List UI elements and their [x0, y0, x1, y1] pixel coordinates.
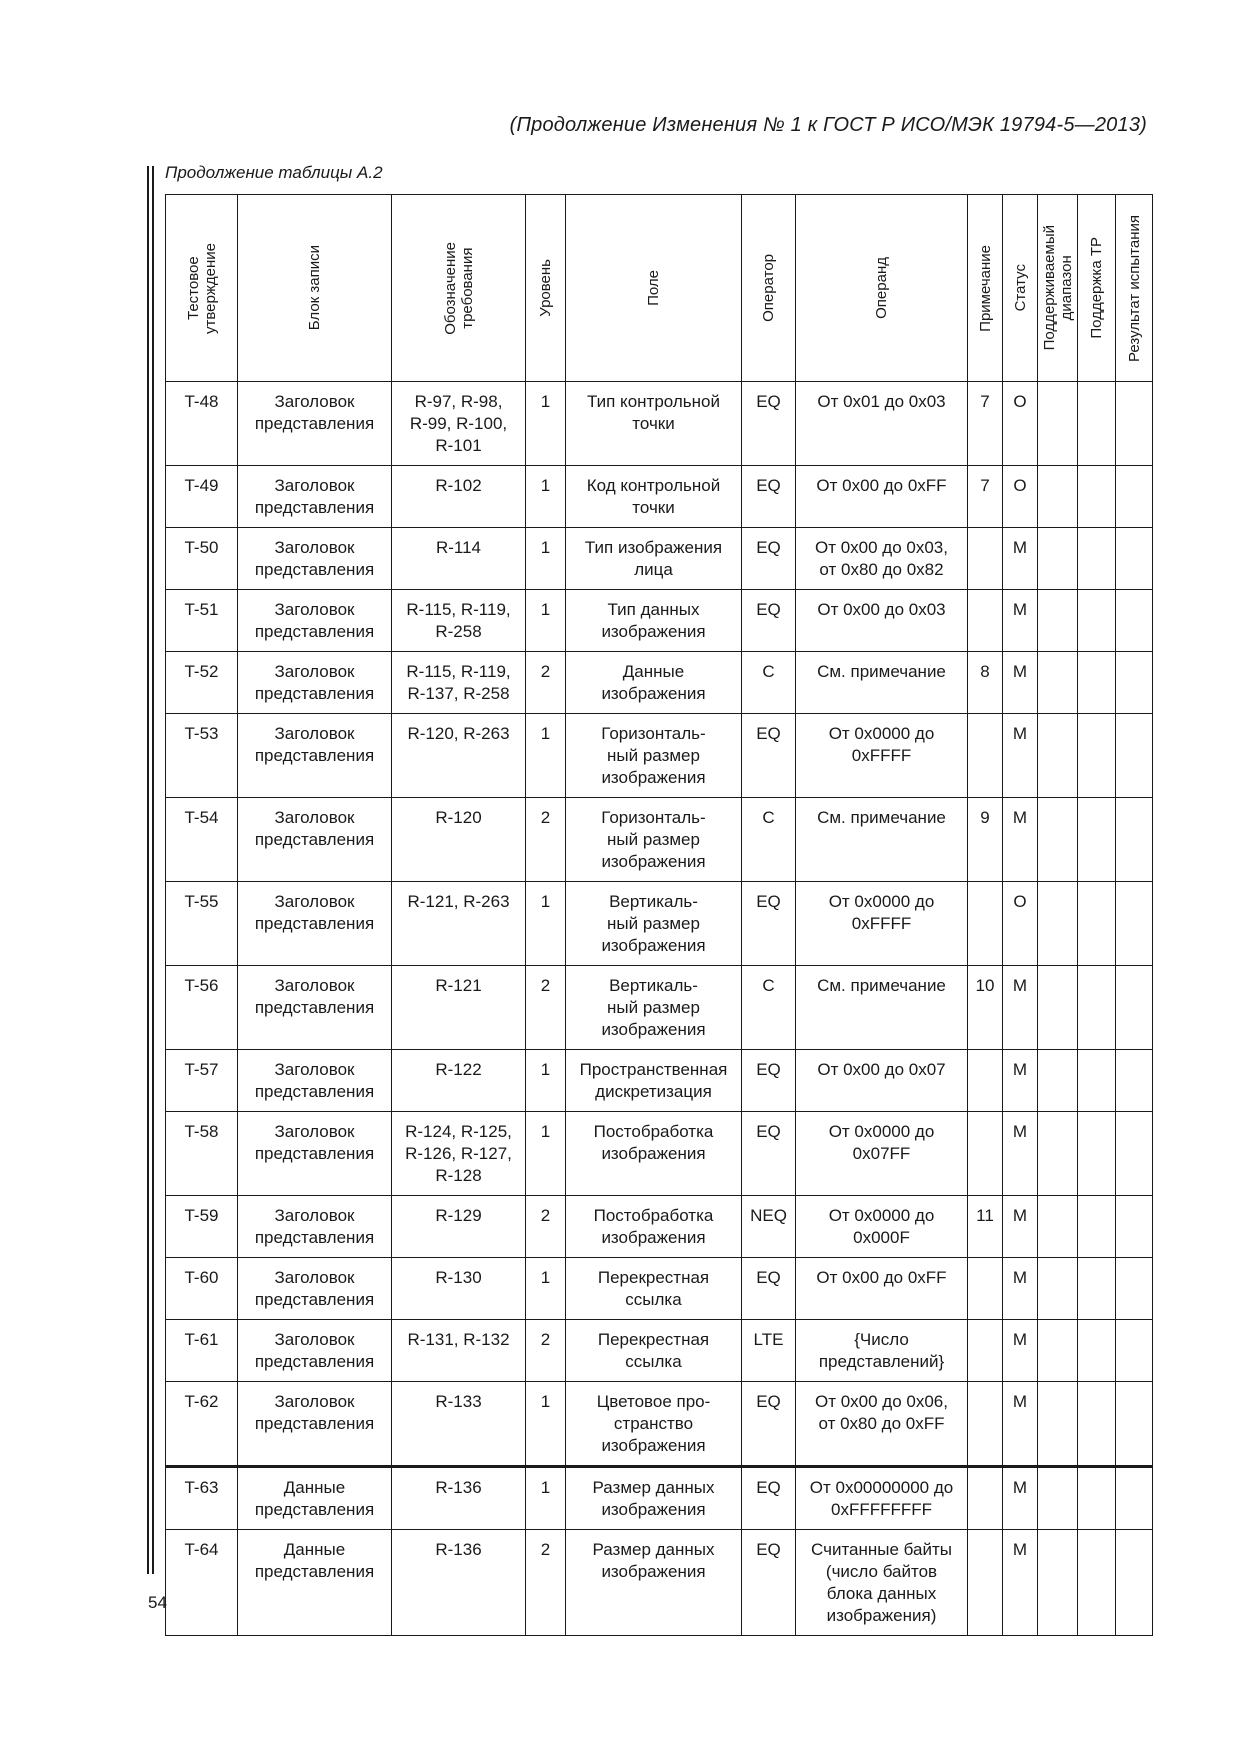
cell-test-assertion: T-58 — [166, 1112, 238, 1196]
cell-operator: EQ — [742, 590, 796, 652]
cell-note — [968, 590, 1003, 652]
cell-supported-range — [1038, 1320, 1078, 1382]
cell-operand: От 0x00 до 0x07 — [796, 1050, 968, 1112]
cell-supported-range — [1038, 1112, 1078, 1196]
col-test-assertion-header-label: Тестовое утверждение — [184, 242, 219, 334]
table-row — [166, 466, 1153, 528]
cell-test-result — [1116, 382, 1153, 466]
cell-requirement-id: R-115, R-119, R-258 — [392, 590, 526, 652]
cell-requirement-id: R-131, R-132 — [392, 1320, 526, 1382]
cell-test-assertion: T-52 — [166, 652, 238, 714]
cell-test-result — [1116, 966, 1153, 1050]
cell-tp-support — [1078, 1467, 1116, 1530]
cell-level: 2 — [526, 1196, 566, 1258]
cell-test-assertion: T-64 — [166, 1530, 238, 1636]
cell-record-block: Заголовок представления — [238, 1196, 392, 1258]
table-row — [166, 714, 1153, 798]
cell-note — [968, 528, 1003, 590]
cell-requirement-id: R-121, R-263 — [392, 882, 526, 966]
cell-requirement-id: R-129 — [392, 1196, 526, 1258]
cell-supported-range — [1038, 1196, 1078, 1258]
cell-requirement-id: R-136 — [392, 1530, 526, 1636]
cell-requirement-id: R-136 — [392, 1467, 526, 1530]
cell-field: Размер данных изображения — [566, 1530, 742, 1636]
cell-operator: C — [742, 798, 796, 882]
cell-operator: EQ — [742, 528, 796, 590]
cell-tp-support — [1078, 714, 1116, 798]
cell-operand: См. примечание — [796, 652, 968, 714]
cell-field: Постобработка изображения — [566, 1196, 742, 1258]
cell-level: 1 — [526, 882, 566, 966]
cell-field: Вертикаль- ный размер изображения — [566, 966, 742, 1050]
cell-requirement-id: R-124, R-125, R-126, R-127, R-128 — [392, 1112, 526, 1196]
table-row — [166, 528, 1153, 590]
cell-note: 7 — [968, 382, 1003, 466]
col-status-header-label: Статус — [1011, 264, 1029, 312]
cell-supported-range — [1038, 714, 1078, 798]
cell-record-block: Заголовок представления — [238, 1258, 392, 1320]
cell-test-result — [1116, 1320, 1153, 1382]
cell-supported-range — [1038, 798, 1078, 882]
cell-note: 7 — [968, 466, 1003, 528]
cell-field: Тип контрольной точки — [566, 382, 742, 466]
table-caption: Продолжение таблицы А.2 — [165, 163, 383, 182]
cell-status: M — [1003, 528, 1038, 590]
cell-status: M — [1003, 1050, 1038, 1112]
cell-field: Код контрольной точки — [566, 466, 742, 528]
cell-test-result — [1116, 1530, 1153, 1636]
col-field-header-label: Поле — [645, 270, 662, 306]
table-row — [166, 1258, 1153, 1320]
cell-test-result — [1116, 590, 1153, 652]
col-requirement-id-header — [392, 195, 526, 382]
table-body — [166, 382, 1153, 1636]
cell-operand: См. примечание — [796, 798, 968, 882]
cell-field: Цветовое про- странство изображения — [566, 1382, 742, 1467]
cell-field: Тип данных изображения — [566, 590, 742, 652]
cell-tp-support — [1078, 798, 1116, 882]
cell-operator: EQ — [742, 466, 796, 528]
cell-field: Пространственная дискретизация — [566, 1050, 742, 1112]
cell-operand: От 0x0000 до 0x000F — [796, 1196, 968, 1258]
cell-supported-range — [1038, 1467, 1078, 1530]
cell-record-block: Заголовок представления — [238, 1382, 392, 1467]
cell-test-result — [1116, 1112, 1153, 1196]
cell-test-result — [1116, 466, 1153, 528]
cell-operand: Считанные байты (число байтов блока данных изображения) — [796, 1530, 968, 1636]
cell-level: 1 — [526, 1050, 566, 1112]
cell-field: Тип изображения лица — [566, 528, 742, 590]
cell-operand: См. примечание — [796, 966, 968, 1050]
cell-record-block: Заголовок представления — [238, 466, 392, 528]
cell-level: 2 — [526, 798, 566, 882]
cell-tp-support — [1078, 590, 1116, 652]
cell-tp-support — [1078, 652, 1116, 714]
cell-requirement-id: R-97, R-98, R-99, R-100, R-101 — [392, 382, 526, 466]
table-row — [166, 882, 1153, 966]
revision-bar — [152, 166, 154, 1574]
col-requirement-id-header-label: Обозначение требования — [441, 241, 476, 335]
cell-operand: От 0x00 до 0xFF — [796, 1258, 968, 1320]
cell-test-assertion: T-50 — [166, 528, 238, 590]
cell-field: Горизонталь- ный размер изображения — [566, 714, 742, 798]
cell-tp-support — [1078, 1112, 1116, 1196]
cell-test-assertion: T-63 — [166, 1467, 238, 1530]
cell-operand: От 0x00 до 0x03, от 0x80 до 0x82 — [796, 528, 968, 590]
cell-operator: EQ — [742, 882, 796, 966]
cell-note: 10 — [968, 966, 1003, 1050]
cell-record-block: Заголовок представления — [238, 382, 392, 466]
table-row — [166, 1467, 1153, 1530]
cell-supported-range — [1038, 882, 1078, 966]
cell-operand: От 0x0000 до 0xFFFF — [796, 882, 968, 966]
cell-level: 1 — [526, 1258, 566, 1320]
cell-status: M — [1003, 966, 1038, 1050]
cell-record-block: Заголовок представления — [238, 1112, 392, 1196]
header-row — [166, 195, 1153, 382]
cell-supported-range — [1038, 1258, 1078, 1320]
cell-requirement-id: R-130 — [392, 1258, 526, 1320]
cell-status: M — [1003, 1112, 1038, 1196]
cell-status: M — [1003, 1320, 1038, 1382]
table-row — [166, 652, 1153, 714]
cell-level: 2 — [526, 1320, 566, 1382]
cell-test-assertion: T-55 — [166, 882, 238, 966]
cell-tp-support — [1078, 1050, 1116, 1112]
col-record-block-header — [238, 195, 392, 382]
col-operand-header-label: Операнд — [873, 257, 890, 319]
col-supported-range-header — [1038, 195, 1078, 382]
cell-tp-support — [1078, 1258, 1116, 1320]
cell-operand: От 0x0000 до 0xFFFF — [796, 714, 968, 798]
cell-operand: От 0x0000 до 0x07FF — [796, 1112, 968, 1196]
table-row — [166, 1530, 1153, 1636]
cell-operator: NEQ — [742, 1196, 796, 1258]
cell-test-assertion: T-57 — [166, 1050, 238, 1112]
cell-test-assertion: T-62 — [166, 1382, 238, 1467]
cell-status: O — [1003, 466, 1038, 528]
cell-test-assertion: T-51 — [166, 590, 238, 652]
cell-level: 1 — [526, 590, 566, 652]
cell-status: M — [1003, 652, 1038, 714]
cell-operand: {Число представлений} — [796, 1320, 968, 1382]
cell-status: M — [1003, 1196, 1038, 1258]
cell-requirement-id: R-120 — [392, 798, 526, 882]
col-test-result-header-label: Результат испытания — [1125, 214, 1143, 362]
cell-test-assertion: T-53 — [166, 714, 238, 798]
cell-record-block: Данные представления — [238, 1467, 392, 1530]
cell-test-result — [1116, 1258, 1153, 1320]
cell-operator: EQ — [742, 1382, 796, 1467]
cell-note — [968, 1320, 1003, 1382]
cell-supported-range — [1038, 466, 1078, 528]
col-operator-header — [742, 195, 796, 382]
cell-operator: C — [742, 652, 796, 714]
cell-status: M — [1003, 714, 1038, 798]
cell-note — [968, 714, 1003, 798]
cell-level: 1 — [526, 714, 566, 798]
page-number: 54 — [148, 1593, 167, 1612]
col-operand-header — [796, 195, 968, 382]
cell-field: Перекрестная ссылка — [566, 1320, 742, 1382]
cell-operator: EQ — [742, 1050, 796, 1112]
cell-operand: От 0x00 до 0x03 — [796, 590, 968, 652]
cell-supported-range — [1038, 966, 1078, 1050]
col-note-header — [968, 195, 1003, 382]
running-head: (Продолжение Изменения № 1 к ГОСТ Р ИСО/МЭК 19794-5—2013) — [509, 114, 1147, 136]
col-supported-range-header-label: Поддерживаемый диапазон — [1040, 225, 1075, 351]
table-row — [166, 382, 1153, 466]
cell-requirement-id: R-133 — [392, 1382, 526, 1467]
cell-test-result — [1116, 1050, 1153, 1112]
cell-supported-range — [1038, 528, 1078, 590]
cell-record-block: Заголовок представления — [238, 882, 392, 966]
cell-status: M — [1003, 1467, 1038, 1530]
col-operator-header-label: Оператор — [760, 254, 777, 322]
cell-note — [968, 1050, 1003, 1112]
cell-note: 11 — [968, 1196, 1003, 1258]
cell-record-block: Заголовок представления — [238, 798, 392, 882]
col-note-header-label: Примечание — [976, 244, 994, 332]
col-record-block-header-label: Блок записи — [306, 245, 323, 331]
cell-status: O — [1003, 882, 1038, 966]
cell-requirement-id: R-114 — [392, 528, 526, 590]
requirements-table — [165, 194, 1153, 1636]
cell-record-block: Данные представления — [238, 1530, 392, 1636]
cell-test-result — [1116, 798, 1153, 882]
cell-operator: EQ — [742, 1530, 796, 1636]
cell-status: M — [1003, 1258, 1038, 1320]
cell-field: Перекрестная ссылка — [566, 1258, 742, 1320]
cell-record-block: Заголовок представления — [238, 714, 392, 798]
cell-test-assertion: T-48 — [166, 382, 238, 466]
cell-operand: От 0x00 до 0xFF — [796, 466, 968, 528]
cell-operator: EQ — [742, 1112, 796, 1196]
cell-operator: EQ — [742, 1258, 796, 1320]
cell-requirement-id: R-102 — [392, 466, 526, 528]
cell-level: 1 — [526, 1382, 566, 1467]
revision-bar — [147, 166, 149, 1574]
cell-tp-support — [1078, 966, 1116, 1050]
col-tp-support-header-label: Поддержка ТР — [1088, 237, 1105, 339]
table-row — [166, 1320, 1153, 1382]
cell-operand: От 0x01 до 0x03 — [796, 382, 968, 466]
cell-record-block: Заголовок представления — [238, 1050, 392, 1112]
cell-tp-support — [1078, 382, 1116, 466]
cell-requirement-id: R-121 — [392, 966, 526, 1050]
cell-test-result — [1116, 1467, 1153, 1530]
cell-test-result — [1116, 1196, 1153, 1258]
cell-field: Данные изображения — [566, 652, 742, 714]
cell-record-block: Заголовок представления — [238, 528, 392, 590]
cell-test-result — [1116, 1382, 1153, 1467]
cell-level: 1 — [526, 1467, 566, 1530]
cell-test-result — [1116, 528, 1153, 590]
cell-level: 1 — [526, 466, 566, 528]
cell-note — [968, 1112, 1003, 1196]
cell-record-block: Заголовок представления — [238, 1320, 392, 1382]
table-row — [166, 798, 1153, 882]
cell-tp-support — [1078, 1382, 1116, 1467]
cell-tp-support — [1078, 882, 1116, 966]
cell-requirement-id: R-120, R-263 — [392, 714, 526, 798]
table-row — [166, 1382, 1153, 1467]
cell-note: 9 — [968, 798, 1003, 882]
cell-record-block: Заголовок представления — [238, 590, 392, 652]
cell-level: 2 — [526, 1530, 566, 1636]
cell-level: 2 — [526, 966, 566, 1050]
cell-supported-range — [1038, 382, 1078, 466]
cell-supported-range — [1038, 1382, 1078, 1467]
cell-requirement-id: R-115, R-119, R-137, R-258 — [392, 652, 526, 714]
cell-test-assertion: T-59 — [166, 1196, 238, 1258]
cell-supported-range — [1038, 652, 1078, 714]
col-test-assertion-header — [166, 195, 238, 382]
cell-note — [968, 1258, 1003, 1320]
col-test-result-header — [1116, 195, 1153, 382]
cell-status: O — [1003, 382, 1038, 466]
cell-operator: EQ — [742, 714, 796, 798]
cell-operator: EQ — [742, 1467, 796, 1530]
cell-tp-support — [1078, 528, 1116, 590]
cell-operator: LTE — [742, 1320, 796, 1382]
cell-operator: EQ — [742, 382, 796, 466]
cell-field: Постобработка изображения — [566, 1112, 742, 1196]
cell-test-result — [1116, 882, 1153, 966]
cell-note — [968, 882, 1003, 966]
cell-note — [968, 1467, 1003, 1530]
cell-note: 8 — [968, 652, 1003, 714]
table-row — [166, 1112, 1153, 1196]
cell-level: 2 — [526, 652, 566, 714]
cell-test-assertion: T-54 — [166, 798, 238, 882]
cell-status: M — [1003, 798, 1038, 882]
col-status-header — [1003, 195, 1038, 382]
cell-level: 1 — [526, 382, 566, 466]
cell-level: 1 — [526, 1112, 566, 1196]
cell-test-result — [1116, 714, 1153, 798]
cell-status: M — [1003, 1382, 1038, 1467]
cell-field: Размер данных изображения — [566, 1467, 742, 1530]
cell-supported-range — [1038, 590, 1078, 652]
col-level-header-label: Уровень — [537, 259, 554, 317]
cell-note — [968, 1530, 1003, 1636]
cell-level: 1 — [526, 528, 566, 590]
cell-tp-support — [1078, 466, 1116, 528]
table-row — [166, 1050, 1153, 1112]
cell-note — [968, 1382, 1003, 1467]
cell-tp-support — [1078, 1530, 1116, 1636]
cell-test-result — [1116, 652, 1153, 714]
cell-test-assertion: T-61 — [166, 1320, 238, 1382]
cell-field: Вертикаль- ный размер изображения — [566, 882, 742, 966]
cell-supported-range — [1038, 1050, 1078, 1112]
cell-tp-support — [1078, 1196, 1116, 1258]
cell-status: M — [1003, 1530, 1038, 1636]
cell-status: M — [1003, 590, 1038, 652]
cell-requirement-id: R-122 — [392, 1050, 526, 1112]
cell-test-assertion: T-49 — [166, 466, 238, 528]
table-row — [166, 1196, 1153, 1258]
col-field-header — [566, 195, 742, 382]
cell-operand: От 0x00 до 0x06, от 0x80 до 0xFF — [796, 1382, 968, 1467]
col-tp-support-header — [1078, 195, 1116, 382]
table-row — [166, 590, 1153, 652]
cell-supported-range — [1038, 1530, 1078, 1636]
cell-operator: C — [742, 966, 796, 1050]
cell-test-assertion: T-56 — [166, 966, 238, 1050]
cell-record-block: Заголовок представления — [238, 652, 392, 714]
cell-operand: От 0x00000000 до 0xFFFFFFFF — [796, 1467, 968, 1530]
cell-tp-support — [1078, 1320, 1116, 1382]
table-row — [166, 966, 1153, 1050]
col-level-header — [526, 195, 566, 382]
cell-field: Горизонталь- ный размер изображения — [566, 798, 742, 882]
cell-test-assertion: T-60 — [166, 1258, 238, 1320]
cell-record-block: Заголовок представления — [238, 966, 392, 1050]
